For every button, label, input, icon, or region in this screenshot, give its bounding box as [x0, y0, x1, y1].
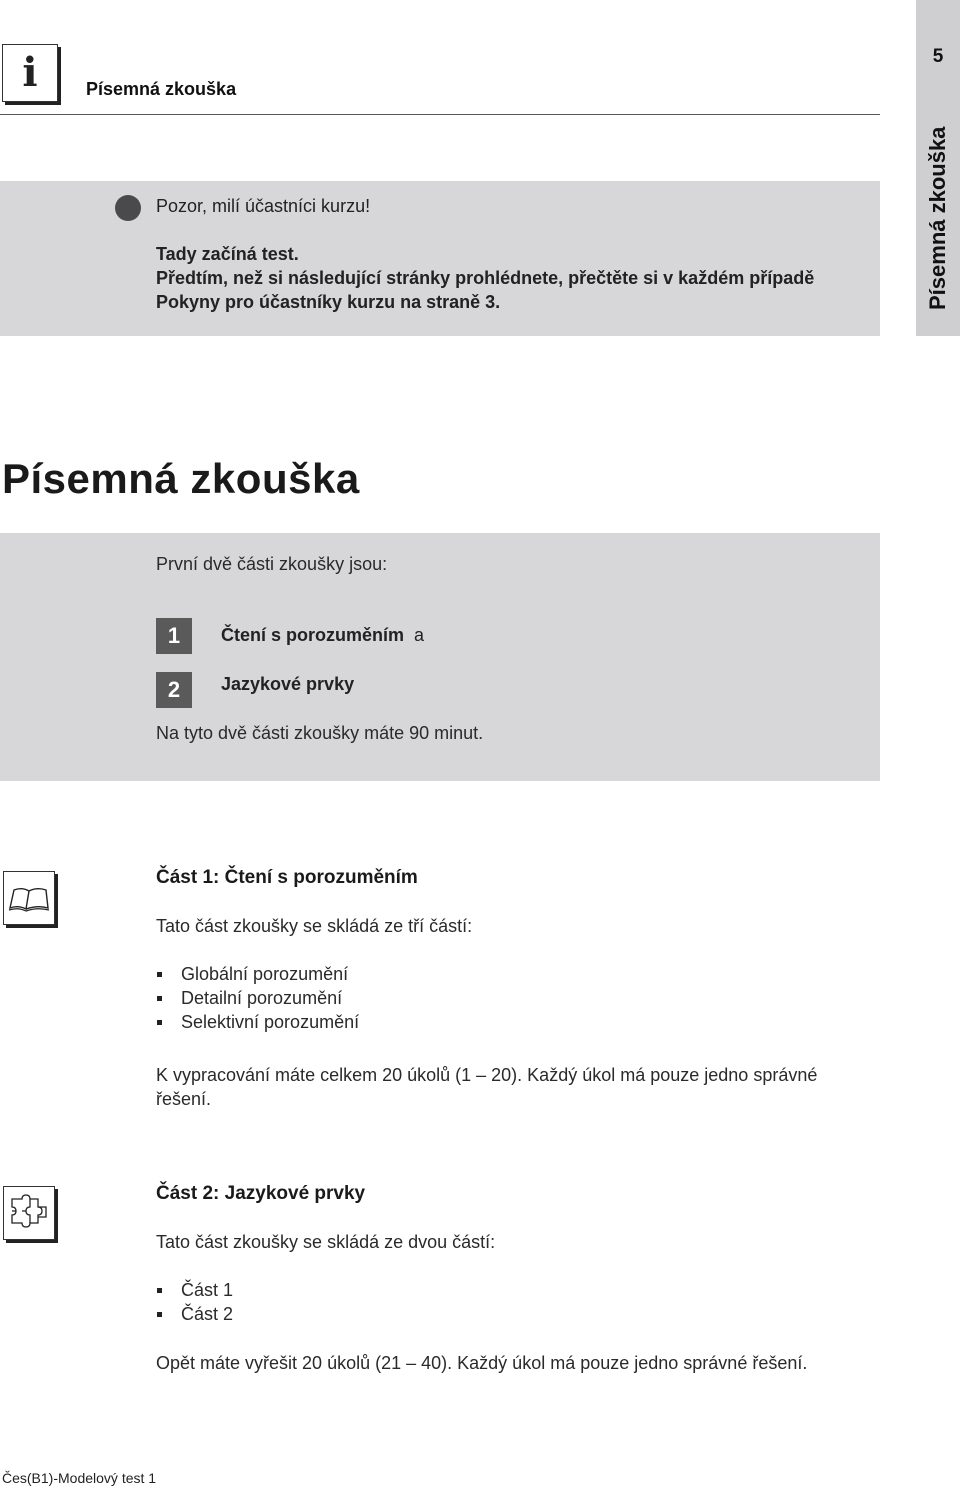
part-number-badge: 1 — [156, 618, 192, 654]
book-icon — [3, 871, 55, 925]
section-2-list — [156, 1278, 233, 1326]
section-1-tasks: K vypracování máte celkem 20 úkolů (1 – 20). Každý úkol má pouze jedno správné řešení. — [156, 1065, 818, 1109]
part-1-label: Čtení s porozuměním — [221, 625, 405, 645]
info-icon — [2, 44, 58, 102]
header-divider — [0, 114, 880, 115]
notice-bullet-icon — [115, 195, 141, 221]
puzzle-icon — [3, 1186, 55, 1240]
overview-intro: První dvě části zkoušky jsou: — [156, 554, 388, 574]
list-item: Selektivní porozumění — [156, 1010, 359, 1034]
part-2-name: Jazykové prvky — [221, 674, 355, 694]
side-tab-title: Písemná zkouška — [925, 126, 950, 310]
notice-instructions — [156, 242, 856, 314]
part-number-badge: 2 — [156, 672, 192, 708]
page-title: Písemná zkouška — [2, 455, 360, 502]
notice-line-1: Tady začíná test. — [156, 244, 299, 264]
info-icon-letter: i — [22, 49, 38, 96]
part-conjunction: a — [414, 625, 425, 645]
section-2-tasks: Opět máte vyřešit 20 úkolů (21 – 40). Každý úkol má pouze jedno správné řešení. — [156, 1353, 808, 1373]
section-2-title: Část 2: Jazykové prvky — [156, 1183, 366, 1204]
footer-label: Čes(B1)-Modelový test 1 — [2, 1470, 157, 1486]
list-item: Část 1 — [156, 1278, 233, 1302]
list-item: Globální porozumění — [156, 962, 359, 986]
section-1-list — [156, 962, 359, 1034]
overview-time: Na tyto dvě části zkoušky máte 90 minut. — [156, 723, 484, 743]
notice-line-2: Předtím, než si následující stránky prohlédnete, přečtěte si v každém případě Pokyny pro účastníky kurzu na straně 3. — [156, 268, 815, 312]
page-number: 5 — [932, 46, 944, 67]
part-1-name — [221, 625, 424, 646]
header-title: Písemná zkouška — [86, 79, 237, 99]
notice-greeting: Pozor, milí účastníci kurzu! — [156, 196, 371, 216]
section-1-title: Část 1: Čtení s porozuměním — [156, 867, 418, 888]
list-item: Detailní porozumění — [156, 986, 359, 1010]
section-2-intro: Tato část zkoušky se skládá ze dvou částí: — [156, 1232, 496, 1252]
list-item: Část 2 — [156, 1302, 233, 1326]
side-tab — [916, 0, 960, 336]
section-1-intro: Tato část zkoušky se skládá ze tří částí: — [156, 916, 473, 936]
